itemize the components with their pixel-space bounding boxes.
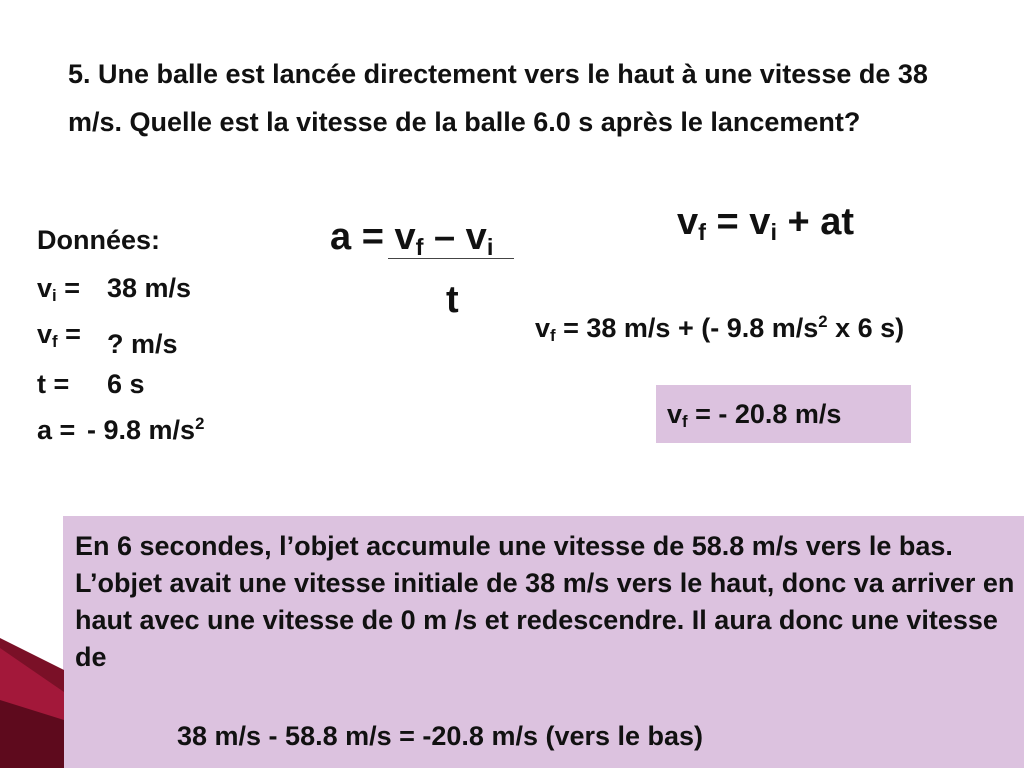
vi-label: $v_i$ = (37, 273, 80, 306)
given-a-row (37, 413, 205, 446)
fraction-bar (388, 258, 514, 259)
question-text: 5. Une balle est lancée directement vers le haut à une vitesse de 38 m/s. Quelle est la vitesse de la balle 6.0 s après le lancement? (68, 59, 928, 137)
t-value: 6 s (107, 369, 145, 399)
given-heading: Données: (37, 225, 161, 255)
result-box (656, 385, 911, 443)
explanation-text: En 6 secondes, l’objet accumule une vitesse de 58.8 m/s vers le bas. L’objet avait une vitesse initiale de 38 m/s vers le haut, donc va arriver en haut avec une vitesse de 0 m /s et redescendre. Il aura donc une vitesse de (75, 531, 1015, 672)
vi-value: 38 m/s (107, 273, 192, 303)
acceleration-formula-denominator: t (446, 279, 459, 321)
corner-decoration (0, 600, 64, 768)
explanation-final-line: 38 m/s - 58.8 m/s = -20.8 m/s (vers le bas) (177, 721, 704, 751)
substitution-equation: $v_f = 38$ m/s + (- 9.8 $m/s^2$ x 6 s) (535, 311, 905, 346)
explanation-box (63, 516, 1024, 768)
a-value: - 9.8 $m/s^2$ (87, 413, 205, 445)
a-label: a = (37, 415, 76, 445)
result-text: $v_f$ = - 20.8 m/s (667, 399, 842, 432)
final-velocity-formula: $v_f = v_i$ + at (677, 201, 855, 245)
vf-value: ? m/s (107, 329, 178, 359)
given-t-row (37, 368, 145, 400)
given-vf-row (37, 318, 178, 359)
acceleration-formula: $a = v_f - v_i$ (330, 216, 494, 260)
t-label: t = (37, 369, 70, 399)
given-vi-row (37, 272, 192, 306)
vf-label: $v_f$ = (37, 319, 81, 352)
